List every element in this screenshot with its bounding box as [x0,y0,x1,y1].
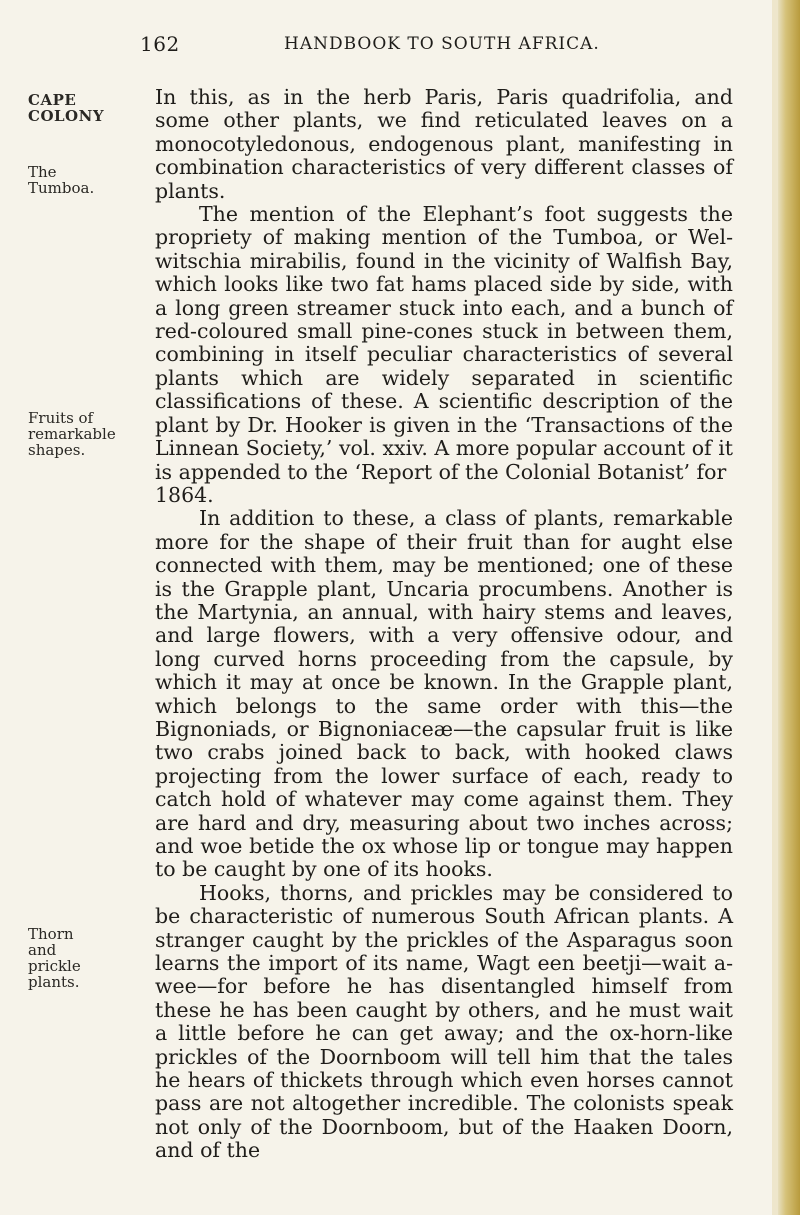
margin-note-tumboa: The Tumboa. [28,163,95,197]
margin-note-fruits: Fruits of remarkable shapes. [28,409,116,459]
paragraph-2-year: 1864. [155,482,214,507]
paragraph-4: Hooks, thorns, and prickles may be considered to be characteristic of numerous South African plants. A stranger caught by the prickles of the Asparagus soon learns the import of its name, Wagt een beetji—wait a-wee—for before he has disentangled himself from these he has been caught by others, and he must wait a little before he can get away; and the ox-horn-like prickles of the Doornboom will tell him that the tales he hears of thickets through which even horses cannot pass are not altogether incredible. The colonists speak not only of the Doornboom, but of the Haaken Doorn, and of the [155,880,733,1163]
paragraph-1: In this, as in the herb Paris, Paris quadrifolia, and some other plants, we find reticulated leaves on a monocotyledonous, endogenous plant, manifesting in combination characteristics of very different classes of plants. [155,85,733,203]
margin-section-label: CAPE COLONY [28,91,105,125]
margin-note-thorns: Thorn and prickle plants. [28,925,81,991]
paragraph-3: In addition to these, a class of plants, remarkable more for the shape of their fruit than for aught else connected with them, may be mentioned; one of these is the Grapple plant, Uncaria procumbens. Another is the Martynia, an annual, with hairy stems and leaves, and large flowers, with a very offensive odour, and long curved horns proceeding from the capsule, by which it may at once be known. In the Grapple plant, which belongs to the same order with this—the Bignoniads, or Bignoniaceæ—the capsular fruit is like two crabs joined back to back, with hooked claws projecting from the lower surface of each, ready to catch hold of whatever may come against them. They are hard and dry, measuring about two inches across; and woe betide the ox whose lip or tongue may happen to be caught by one of its hooks. [155,506,733,882]
running-head [140,32,740,60]
running-title: HANDBOOK TO SOUTH AFRICA. [284,34,600,54]
paragraph-2: The mention of the Elephant’s foot suggests the propriety of making mention of the Tumboa, or Welwitschia mirabilis, found in the vicinity of Walfish Bay, which looks like two fat hams placed side by side, with a long green streamer stuck into each, and a bunch of red-coloured small pine-cones stuck in between them, combining in itself peculiar characteristics of several plants which are widely separated in scientific classifications of these. A scientific description of the plant by Dr. Hooker is given in the ‘Transactions of the Linnean Society,’ vol. xxiv. A more popular account of it is appended to the ‘Report of the Colonial Botanist’ for [155,202,733,484]
book-edge [778,0,800,1215]
page-number: 162 [140,32,180,56]
body-text [155,86,733,1163]
